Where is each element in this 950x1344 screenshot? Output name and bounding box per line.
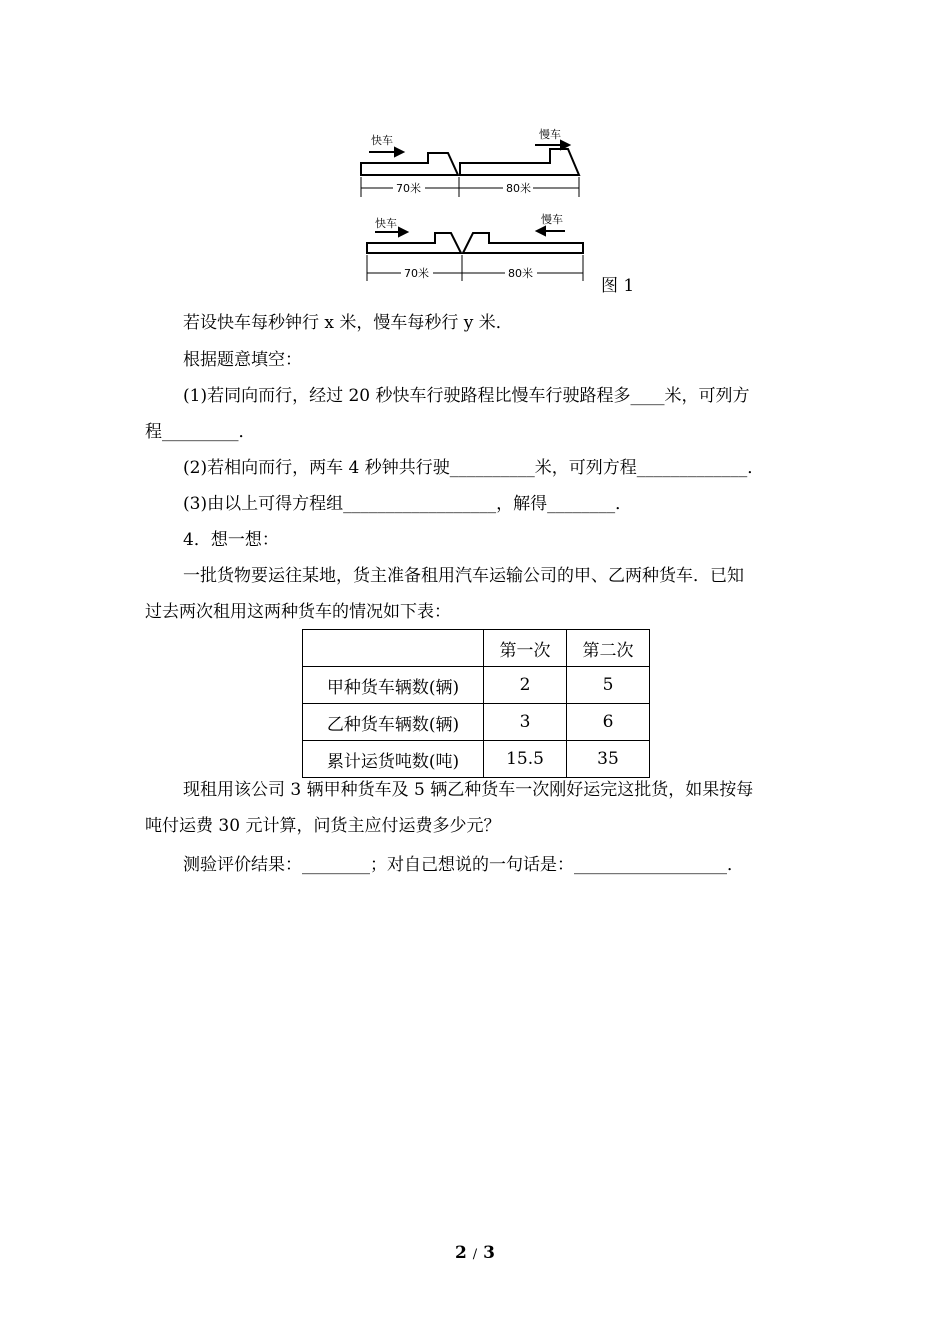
slow-train-top	[460, 149, 579, 175]
paragraph-problem-line1: 一批货物要运往某地，货主准备租用汽车运输公司的甲、乙两种货车．已知	[183, 566, 744, 586]
paragraph-variables: 若设快车每秒钟行 x 米，慢车每秒行 y 米．	[183, 313, 513, 333]
total-pages: 3	[483, 1243, 495, 1263]
bottom-slow-length: 80米	[508, 267, 533, 280]
page-separator: /	[472, 1247, 478, 1262]
table-cell: 3	[484, 704, 567, 741]
paragraph-fill-intro: 根据题意填空：	[183, 350, 302, 370]
train-diagram	[355, 125, 595, 290]
table-cell: 6	[567, 704, 650, 741]
table-cell: 累计运货吨数(吨)	[303, 741, 484, 778]
paragraph-question-line1: 现租用该公司 3 辆甲种货车及 5 辆乙种货车一次刚好运完这批货，如果按每	[183, 780, 754, 800]
table-cell: 35	[567, 741, 650, 778]
fast-train-top	[361, 153, 458, 175]
top-fast-label: 快车	[371, 134, 393, 147]
bottom-fast-label: 快车	[375, 217, 397, 230]
top-fast-length: 70米	[396, 182, 421, 195]
top-slow-length: 80米	[506, 182, 531, 195]
table-row	[303, 704, 650, 741]
table-cell: 2	[484, 667, 567, 704]
table-cell: 5	[567, 667, 650, 704]
table-header-second: 第二次	[567, 630, 650, 667]
paragraph-q1-line1: (1)若同向而行，经过 20 秒快车行驶路程比慢车行驶路程多____米，可列方	[183, 386, 750, 406]
paragraph-problem-line2: 过去两次租用这两种货车的情况如下表：	[145, 602, 451, 622]
paragraph-q3: (3)由以上可得方程组__________________，解得________．	[183, 494, 633, 514]
table-cell: 甲种货车辆数(辆)	[303, 667, 484, 704]
table-header-row	[303, 630, 650, 667]
paragraph-question-line2: 吨付运费 30 元计算，问货主应付运费多少元？	[145, 816, 501, 836]
table-row	[303, 741, 650, 778]
table-cell: 15.5	[484, 741, 567, 778]
table-cell	[303, 630, 484, 667]
paragraph-q2: (2)若相向而行，两车 4 秒钟共行驶__________米，可列方程_____________．	[183, 458, 765, 478]
page-number	[0, 1243, 950, 1263]
table-row	[303, 667, 650, 704]
table-cell: 乙种货车辆数(辆)	[303, 704, 484, 741]
bottom-fast-length: 70米	[404, 267, 429, 280]
section-heading-think: 4．想一想：	[183, 530, 279, 550]
top-slow-label: 慢车	[539, 128, 561, 141]
table-header-first: 第一次	[484, 630, 567, 667]
paragraph-q1-line2: 程_________．	[145, 422, 256, 442]
fast-train-bottom	[367, 233, 461, 253]
slow-train-bottom	[463, 233, 583, 253]
truck-rental-table	[302, 629, 650, 778]
current-page: 2	[455, 1243, 467, 1263]
paragraph-self-evaluation: 测验评价结果：________；对自己想说的一句话是：__________________．	[183, 855, 744, 875]
figure-caption: 图 1	[601, 276, 635, 296]
bottom-slow-label: 慢车	[541, 213, 563, 226]
